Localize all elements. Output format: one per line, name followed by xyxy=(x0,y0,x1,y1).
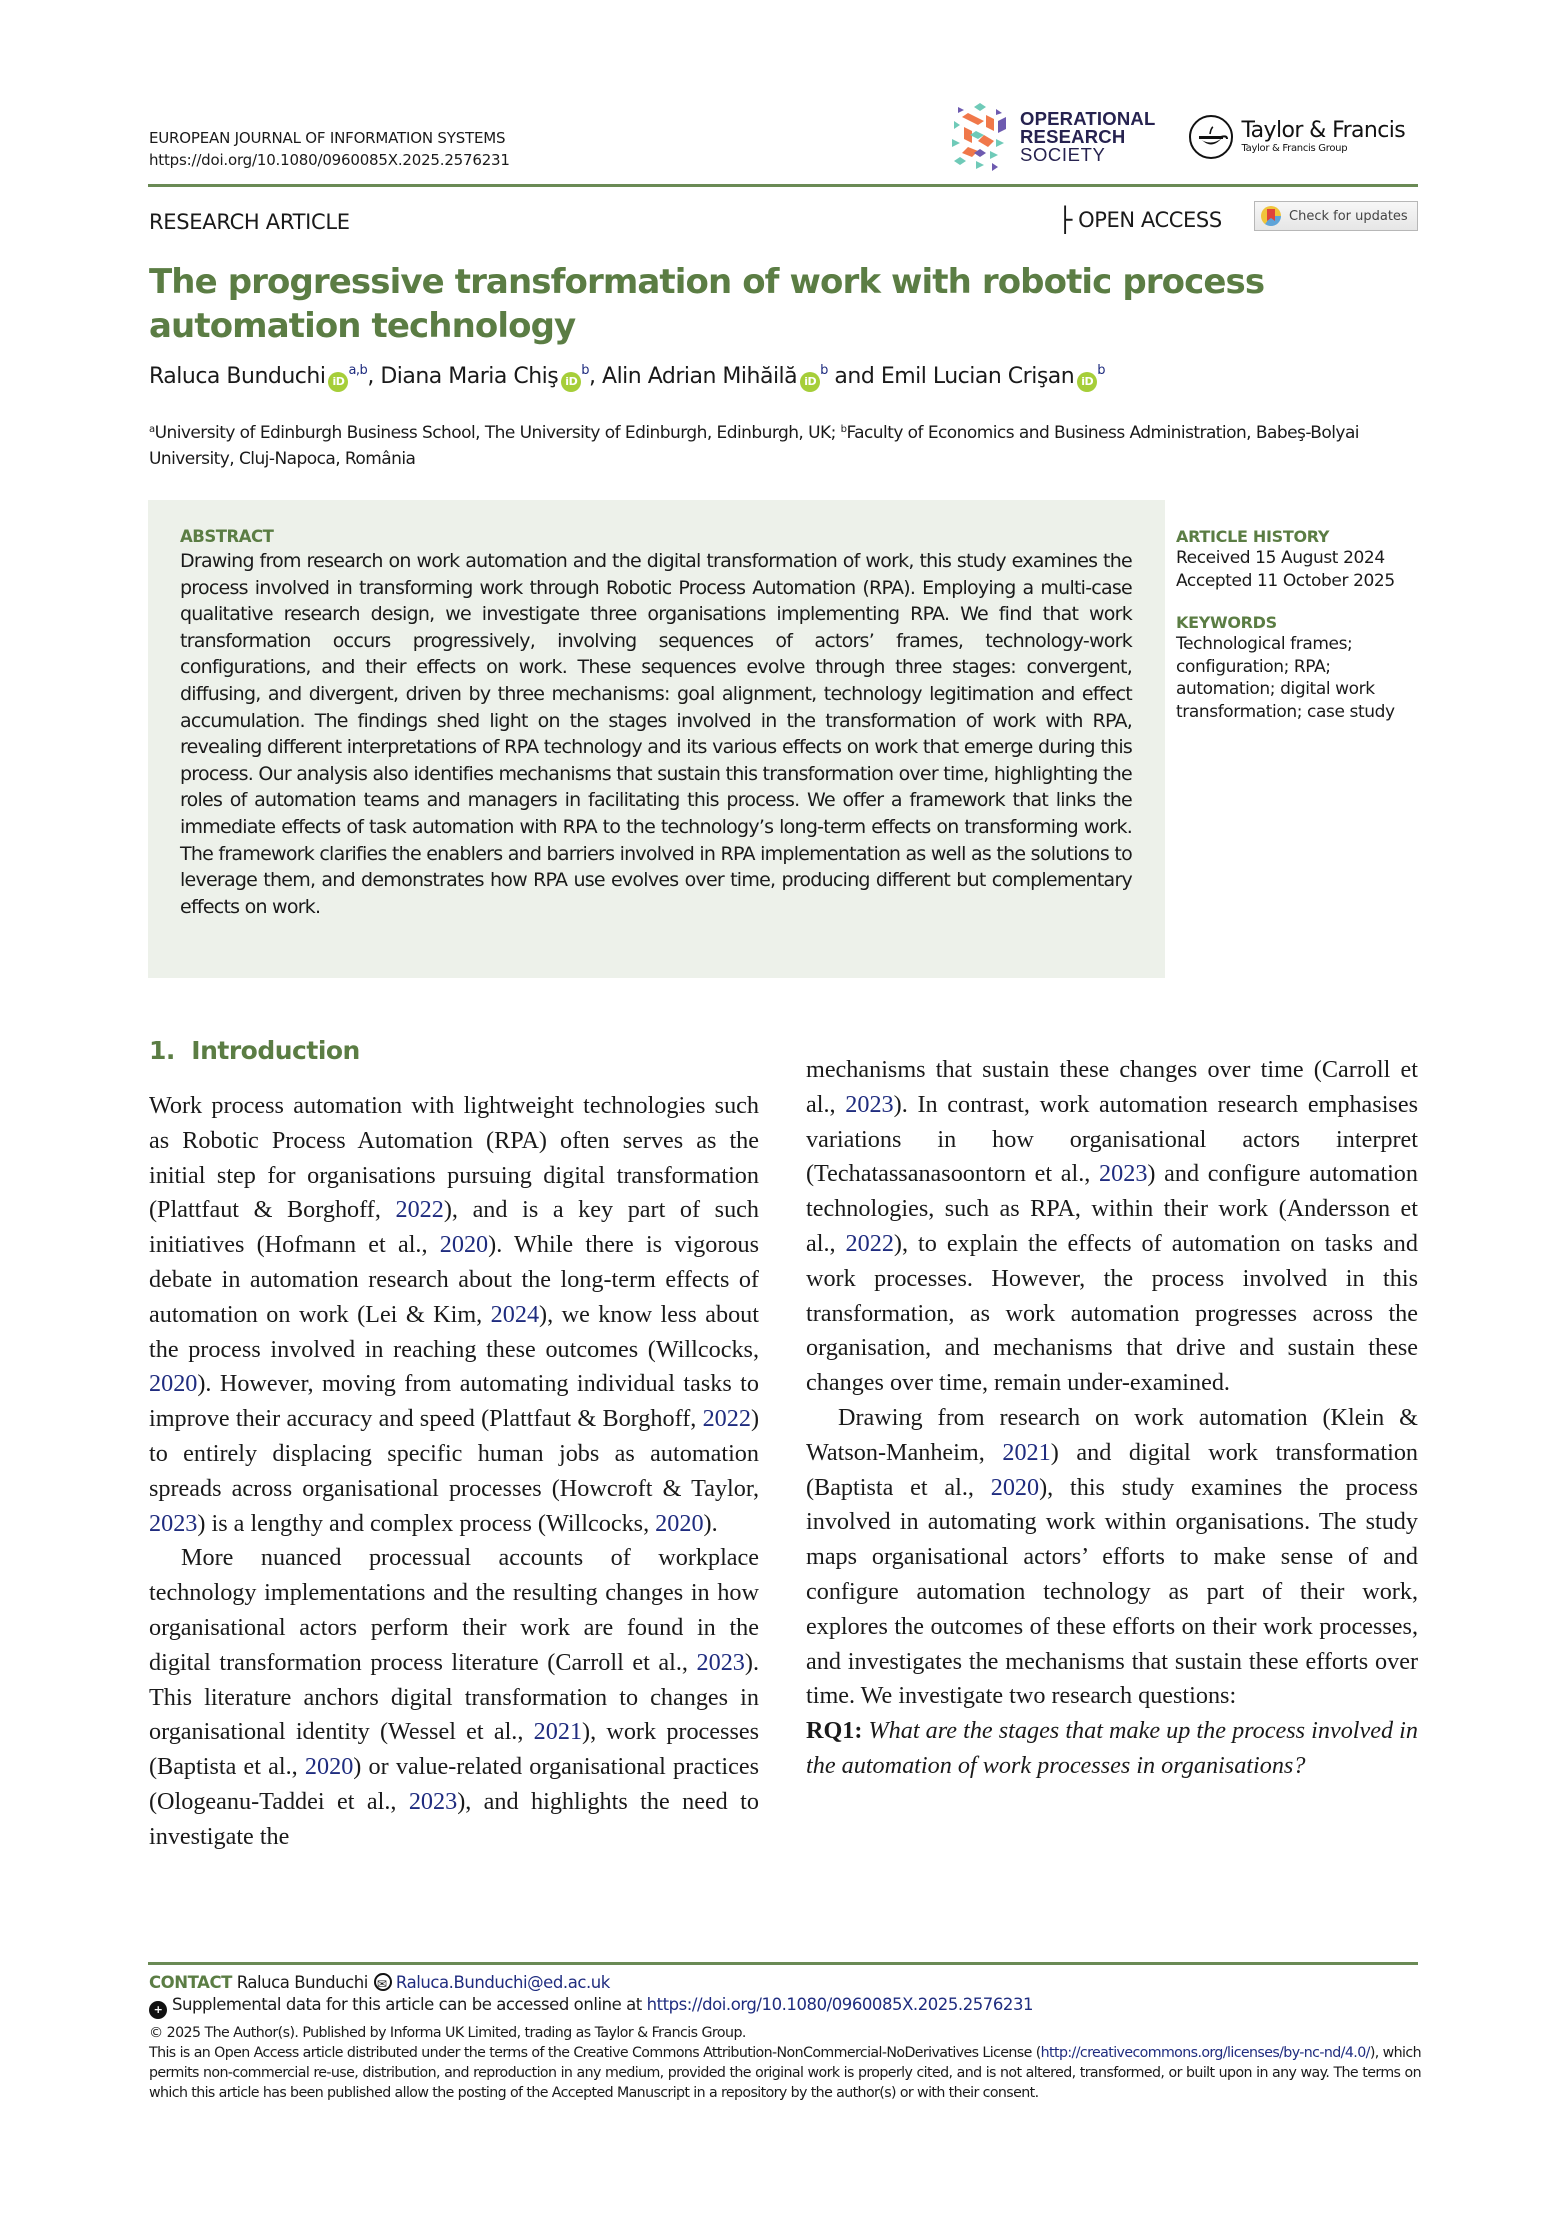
tf-logo-subtitle: Taylor & Francis Group xyxy=(1241,143,1348,154)
body-text: ), to explain the effects of automation on tasks and work processes. However, the process involved in this transformation, as work automation progresses across the organisation, and mechanisms that drive and sustain these changes over time, remain under-examined. xyxy=(806,1229,1418,1397)
body-text: ), we know less about the process involved in reaching these outcomes (Willcocks, xyxy=(149,1300,759,1363)
journal-doi[interactable]: https://doi.org/10.1080/0960085X.2025.2576231 xyxy=(149,151,510,169)
body-paragraph xyxy=(806,1401,1418,1714)
article-title: The progressive transformation of work with robotic process automation technology xyxy=(149,262,1265,346)
body-text: ). This literature anchors digital transformation to changes in organisational identity (Wessel et al., xyxy=(149,1648,759,1746)
supplemental-line xyxy=(149,1994,1421,2019)
keywords-list: Technological frames; configuration; RPA; automation; digital work transformation; case study xyxy=(1176,634,1395,722)
accepted-date: Accepted 11 October 2025 xyxy=(1176,570,1395,591)
citation-year-link[interactable]: 2020 xyxy=(304,1753,354,1781)
keywords-heading: KEYWORDS xyxy=(1176,613,1277,632)
orcid-icon[interactable]: iD xyxy=(800,372,820,392)
citation-year-link[interactable]: 2023 xyxy=(408,1787,458,1815)
author-affiliation-mark: a,b xyxy=(348,363,368,378)
tf-logo-title: Taylor & Francis xyxy=(1241,118,1406,143)
citation-year-link[interactable]: 2023 xyxy=(1099,1160,1148,1188)
citation-year-link[interactable]: 2021 xyxy=(533,1718,583,1746)
body-text: ), and is a key part of such initiatives (Hofmann et al., xyxy=(149,1196,759,1259)
contact-label: CONTACT xyxy=(149,1973,232,1992)
ors-logo-text: OPERATIONAL RESEARCH SOCIETY xyxy=(1020,108,1156,165)
body-text: ). While there is vigorous debate in automation research about the long-term effects of automation on work (Lei & Kim, xyxy=(149,1231,759,1328)
body-text: Work process automation with lightweight technologies such as Robotic Process Automation (RPA) often serves as the initial step for organisations pursuing digital transformation (Plattfaut & Borghoff, xyxy=(149,1092,759,1224)
footer xyxy=(149,1972,1421,2103)
license-link[interactable]: http://creativecommons.org/licenses/by-nc-nd/4.0/ xyxy=(1040,2045,1370,2061)
affiliation-b: Faculty of Economics and Business Administration, Babeş-Bolyai University, Cluj-Napoca, România xyxy=(149,423,1359,469)
body-text: mechanisms that sustain these changes over time (Carroll et al., xyxy=(806,1056,1418,1118)
contact-line xyxy=(149,1972,1421,1994)
body-text: Drawing from research on work automation (Klein & Watson-Manheim, xyxy=(806,1403,1418,1466)
body-column-right xyxy=(806,1053,1418,1784)
body-text: ). In contrast, work automation research emphasises variations in how organisational actors interpret (Techatassanasoontorn et al., xyxy=(806,1090,1418,1188)
citation-year-link[interactable]: 2023 xyxy=(845,1090,894,1118)
open-access-label: OPEN ACCESS xyxy=(1078,208,1222,232)
envelope-icon xyxy=(374,1973,392,1991)
ors-logo-mark-icon xyxy=(950,101,1012,173)
supplemental-text: Supplemental data for this article can be accessed online at xyxy=(172,1995,647,2014)
author[interactable]: Emil Lucian Crişan $iD^b$ xyxy=(881,364,1105,389)
body-text: ) and digital work transformation (Baptista et al., xyxy=(806,1438,1419,1501)
supplemental-file-icon: + xyxy=(149,2001,167,2019)
citation-year-link[interactable]: 2022 xyxy=(845,1229,894,1257)
body-text: ). However, moving from automating individual tasks to improve their accuracy and speed (Plattfaut & Borghoff, xyxy=(149,1370,759,1433)
citation-year-link[interactable]: 2023 xyxy=(149,1509,198,1537)
body-column-left xyxy=(149,1089,759,1855)
footer-divider xyxy=(148,1962,1418,1965)
publisher-logos xyxy=(950,97,1405,177)
supplemental-link[interactable]: https://doi.org/10.1080/0960085X.2025.2576231 xyxy=(646,1995,1034,2014)
crossmark-icon xyxy=(1261,206,1281,226)
body-text: ) and configure automation technologies, such as RPA, within their work (Andersson et al., xyxy=(806,1160,1418,1257)
affiliations: $^a$University of Edinburgh Business School, The University of Edinburgh, Edinburgh, UK; $^b$Faculty of Economics and Business Administration, Babeş-Bolyai University, Cluj-Napoca, România xyxy=(149,423,1359,469)
body-text: ), this study examines the process involved in automating work within organisations. The study maps organisational actors’ efforts to make sense of and configure automation technology as part of their work, explores the outcomes of these efforts on their work processes, and investigates the mechanisms that sustain these efforts over time. We investigate two research questions: xyxy=(806,1473,1418,1710)
author-affiliation-mark: b xyxy=(581,363,590,378)
citation-year-link[interactable]: 2020 xyxy=(149,1370,198,1398)
author[interactable]: Raluca Bunduchi iD$^{a,b}$ xyxy=(149,364,367,389)
author-affiliation-mark: b xyxy=(820,363,828,378)
author-affiliation-mark: b xyxy=(1097,363,1105,378)
body-text: ) or value-related organisational practices (Ologeanu-Taddei et al., xyxy=(149,1753,759,1815)
body-text: More nuanced processual accounts of workplace technology implementations and the resulting changes in how organisational actors perform their work are found in the digital transformation process literature (Carroll et al., xyxy=(149,1544,759,1676)
citation-year-link[interactable]: 2020 xyxy=(655,1509,704,1537)
body-paragraph xyxy=(149,1089,759,1541)
header-divider xyxy=(148,184,1418,187)
ors-logo xyxy=(950,101,1155,173)
citation-year-link[interactable]: 2021 xyxy=(1002,1438,1051,1466)
body-text: ). xyxy=(703,1509,718,1537)
check-for-updates-button[interactable] xyxy=(1254,201,1418,231)
journal-name: EUROPEAN JOURNAL OF INFORMATION SYSTEMS xyxy=(149,129,506,147)
contact-name: Raluca Bunduchi xyxy=(236,1973,368,1992)
contact-email-link[interactable]: Raluca.Bunduchi@ed.ac.uk xyxy=(395,1973,610,1992)
abstract-heading: ABSTRACT xyxy=(180,527,274,546)
check-for-updates-label: Check for updates xyxy=(1289,208,1408,224)
citation-year-link[interactable]: 2020 xyxy=(990,1473,1040,1501)
affiliation-a: University of Edinburgh Business School, The University of Edinburgh, Edinburgh, UK; xyxy=(154,423,841,443)
author-list: Raluca Bunduchi iD$^{a,b}$, Diana Maria Chiş $iD^b$, Alin Adrian Mihăilă $iD^b$ and Emil Lucian Crişan $iD^b$ xyxy=(149,363,1105,392)
copyright-notice: © 2025 The Author(s). Published by Informa UK Limited, trading as Taylor & Francis Group. xyxy=(149,2025,746,2041)
citation-year-link[interactable]: 2022 xyxy=(702,1405,751,1433)
body-text: ), and highlights the need to investigate the xyxy=(149,1787,759,1850)
citation-year-link[interactable]: 2022 xyxy=(395,1196,444,1224)
body-paragraph xyxy=(806,1053,1418,1401)
received-date: Received 15 August 2024 xyxy=(1176,548,1385,568)
rq1-text: What are the stages that make up the process involved in the automation of work processes in organisations? xyxy=(806,1717,1418,1779)
rq1-label: RQ1: xyxy=(806,1717,863,1745)
citation-year-link[interactable]: 2020 xyxy=(439,1231,489,1259)
article-history-heading: ARTICLE HISTORY xyxy=(1176,527,1330,546)
section-heading-introduction: 1. Introduction xyxy=(149,1036,360,1065)
orcid-icon[interactable]: iD xyxy=(561,372,581,392)
article-type: RESEARCH ARTICLE xyxy=(149,210,350,234)
open-lock-icon: ├ xyxy=(1058,206,1073,234)
orcid-icon[interactable]: iD xyxy=(328,372,348,392)
author[interactable]: Diana Maria Chiş $iD^b$ xyxy=(380,364,589,389)
abstract-box xyxy=(148,500,1165,978)
oil-lamp-icon xyxy=(1189,115,1233,159)
license-notice: This is an Open Access article distributed under the terms of the Creative Commons Attribution-NonCommercial-NoDerivatives License (http://creativecommons.org/licenses/by-nc-nd/4.0/), which permits non-commercial re-use, distribution, and reproduction in any medium, provided the original work is properly cited, and is not altered, transformed, or built upon in any way. The terms on which this article has been published allow the posting of the Accepted Manuscript in a repository by the author(s) or with their consent. xyxy=(149,2045,1421,2101)
orcid-icon[interactable]: iD xyxy=(1077,372,1097,392)
body-text: ), work processes (Baptista et al., xyxy=(149,1718,760,1781)
journal-info xyxy=(149,127,510,171)
body-text: ) is a lengthy and complex process (Willcocks, xyxy=(197,1509,656,1537)
article-sidebar xyxy=(1176,526,1436,723)
body-text: ) to entirely displacing specific human jobs as automation spreads across organisational processes (Howcroft & Taylor, xyxy=(149,1405,759,1502)
abstract-text: Drawing from research on work automation and the digital transformation of work, this study examines the process involved in transforming work through Robotic Process Automation (RPA). Employing a multi-case qualitative research design, we investigate three organisations implementing RPA. We find that work transformation occurs progressively, involving sequences of actors’ frames, technology-work configurations, and their effects on work. These sequences evolve through three stages: convergent, diffusing, and divergent, driven by three mechanisms: goal alignment, technology legitimation and effect accumulation. The findings shed light on the stages involved in the transformation of work with RPA, revealing different interpretations of RPA technology and its various effects on work that emerge during this process. Our analysis also identifies mechanisms that sustain this transformation over time, highlighting the roles of automation teams and managers in facilitating this process. We offer a framework that links the immediate effects of task automation with RPA to the technology’s long-term effects on transforming work. The framework clarifies the enablers and barriers involved in RPA implementation as well as the solutions to leverage them, and demonstrates how RPA use evolves over time, producing different but complementary effects on work. xyxy=(180,550,1132,918)
author[interactable]: Alin Adrian Mihăilă $iD^b$ xyxy=(602,364,828,389)
open-access-badge xyxy=(1058,206,1222,234)
citation-year-link[interactable]: 2023 xyxy=(696,1648,745,1676)
body-paragraph xyxy=(149,1541,759,1854)
taylor-francis-logo xyxy=(1189,115,1405,159)
citation-year-link[interactable]: 2024 xyxy=(490,1300,540,1328)
research-question-1 xyxy=(806,1714,1418,1784)
